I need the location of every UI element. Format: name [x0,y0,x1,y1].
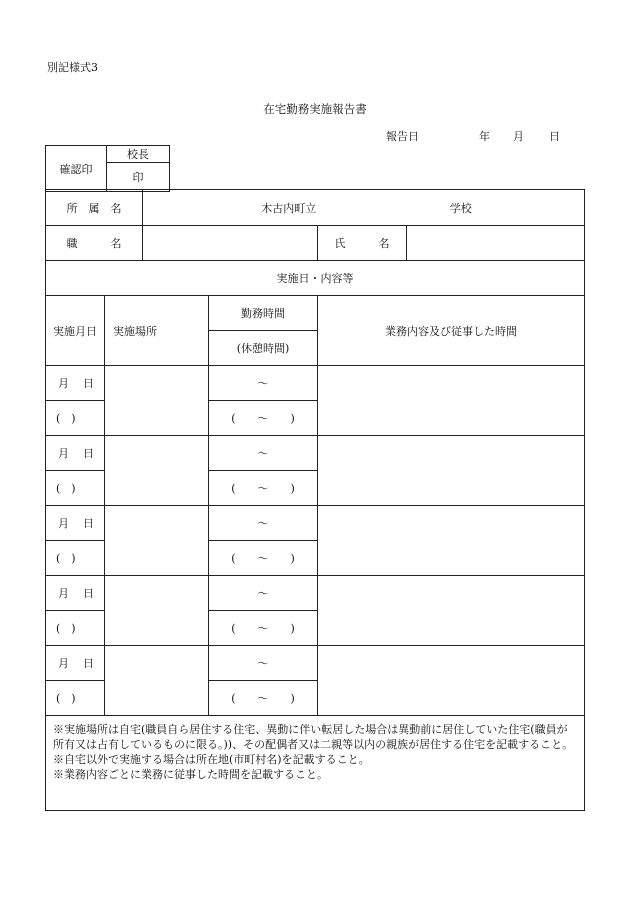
entry-place[interactable] [105,366,209,436]
confirm-stamp-table [45,145,170,192]
entry-place[interactable] [105,576,209,646]
col-date-header: 実施月日 [46,296,105,366]
entry-place[interactable] [105,646,209,716]
entry-row [46,436,585,471]
entry-tasks[interactable] [318,436,585,506]
entry-place[interactable] [105,436,209,506]
affiliation-row [46,190,585,226]
col-break-header: (休憩時間) [209,331,318,366]
name-label: 氏 名 [318,226,407,261]
col-tasks-header: 業務内容及び従事した時間 [318,296,585,366]
entry-place[interactable] [105,506,209,576]
affiliation-field[interactable] [143,190,585,226]
notes-row [46,716,585,811]
principal-label: 校長 [107,146,170,163]
form-id: 別記様式3 [47,61,98,74]
section-row [46,261,585,296]
report-date-label: 報告日 [386,130,419,143]
affiliation-label: 所 属 名 [46,190,143,226]
entry-date[interactable]: 月 日 [46,436,105,471]
entry-row [46,576,585,611]
entry-date[interactable]: 月 日 [46,576,105,611]
entry-weekday[interactable]: ( ) [46,471,105,506]
entry-tasks[interactable] [318,506,585,576]
column-header-row [46,296,585,331]
entry-tasks[interactable] [318,646,585,716]
entry-break[interactable]: ( 〜 ) [209,611,318,646]
report-date [386,128,561,142]
note-item: ※業務内容ごとに業務に従事した時間を記載すること。 [53,768,328,781]
entry-tasks[interactable] [318,366,585,436]
affiliation-suffix: 学校 [449,201,472,215]
report-table [45,189,585,811]
note-item: ※自宅以外で実施する場合は所在地(市町村名)を記載すること。 [53,753,370,766]
entry-row [46,646,585,681]
entry-weekday[interactable]: ( ) [46,681,105,716]
entry-weekday[interactable]: ( ) [46,611,105,646]
entry-tasks[interactable] [318,576,585,646]
seal-cell[interactable]: 印 [107,163,170,192]
entry-hours[interactable]: 〜 [209,576,318,611]
entry-date[interactable]: 月 日 [46,506,105,541]
entry-hours[interactable]: 〜 [209,436,318,471]
entry-break[interactable]: ( 〜 ) [209,401,318,436]
entry-hours[interactable]: 〜 [209,646,318,681]
entry-date[interactable]: 月 日 [46,646,105,681]
name-field[interactable] [407,226,585,261]
confirm-label: 確認印 [46,146,107,192]
entry-weekday[interactable]: ( ) [46,541,105,576]
report-month: 月 [513,130,524,143]
entry-hours[interactable]: 〜 [209,366,318,401]
report-day: 日 [549,130,560,143]
col-place-header: 実施場所 [105,296,209,366]
page-title: 在宅勤務実施報告書 [263,102,367,116]
section-title: 実施日・内容等 [46,261,585,296]
entry-row [46,366,585,401]
entry-break[interactable]: ( 〜 ) [209,681,318,716]
job-title-field[interactable] [143,226,318,261]
notes [46,716,585,811]
entry-break[interactable]: ( 〜 ) [209,471,318,506]
entry-hours[interactable]: 〜 [209,506,318,541]
job-name-row [46,226,585,261]
report-year: 年 [479,130,490,143]
job-title-label: 職 名 [46,226,143,261]
affiliation-prefix: 木古内町立 [261,201,317,215]
entry-break[interactable]: ( 〜 ) [209,541,318,576]
entry-row [46,506,585,541]
col-hours-header: 勤務時間 [209,296,318,331]
entry-date[interactable]: 月 日 [46,366,105,401]
note-item: ※実施場所は自宅(職員自ら居住する住宅、異動に伴い転居した場合は異動前に居住していた住宅(職員が所有又は占有しているものに限る。))、その配偶者又は二親等以内の親族が居住する住宅を記載すること。 [53,723,574,751]
entry-weekday[interactable]: ( ) [46,401,105,436]
